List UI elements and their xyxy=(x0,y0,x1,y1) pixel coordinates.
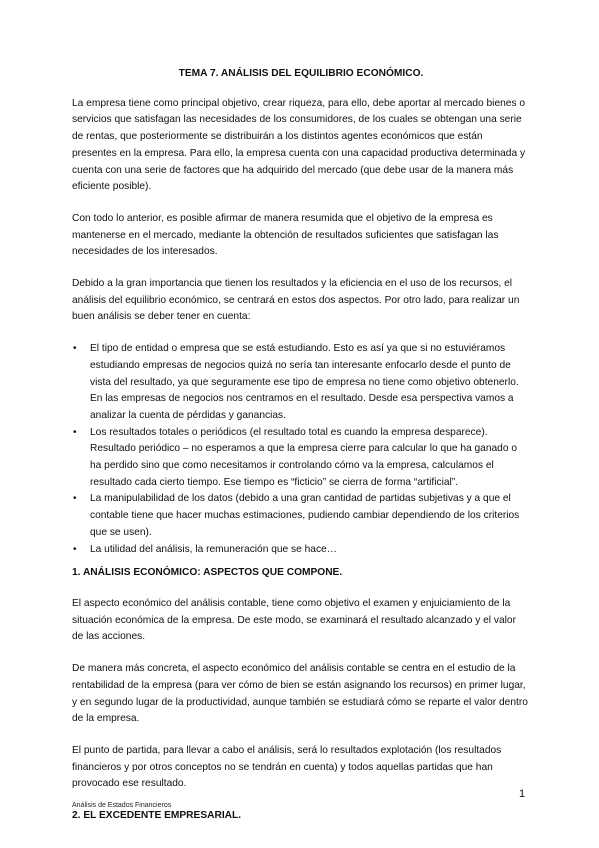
section-heading: 2. EL EXCEDENTE EMPRESARIAL. xyxy=(72,810,242,822)
bullet-icon: • xyxy=(73,493,77,505)
section-heading: 1. ANÁLISIS ECONÓMICO: ASPECTOS QUE COMPONE. xyxy=(72,567,343,579)
intro-paragraph: Debido a la gran importancia que tienen los resultados y la eficiencia en el uso de los recursos, el análisis del equilibrio económico, se centrará en estos dos aspectos. Por otro lado, para realizar un buen análisis se deber tener en cuenta: xyxy=(72,278,520,323)
page-number: 1 xyxy=(519,788,526,800)
section-paragraph: El aspecto económico del análisis contable, tiene como objetivo el examen y enjuiciamiento de la situación económica de la empresa. De este modo, se examinará el resultado alcanzado y el valor de las acciones. xyxy=(72,597,516,643)
bullet-item xyxy=(72,425,530,492)
bullet-icon: • xyxy=(73,426,77,438)
page-content xyxy=(72,66,530,839)
bullet-icon: • xyxy=(73,543,77,555)
footer-text: Análisis de Estados Financieros xyxy=(72,802,172,809)
bullet-item xyxy=(72,341,530,425)
bullet-list xyxy=(72,341,530,558)
bullet-icon: • xyxy=(73,343,77,355)
section-paragraph: El punto de partida, para llevar a cabo el análisis, será lo resultados explotación (los resultados financieros y por otros conceptos no se tendrán en cuenta) y todos aquellas partidas que han provocado ese resultado. xyxy=(72,744,502,790)
bullet-text: La manipulabilidad de los datos (debido a una gran cantidad de partidas subjetivas y a que el contable tiene que hacer muchas estimaciones, pudiendo cambiar dependiendo de los criterios que se usen). xyxy=(90,493,520,538)
section-paragraph: De manera más concreta, el aspecto económico del análisis contable se centra en el estudio de la rentabilidad de la empresa (para ver cómo de bien se están asignando los recursos) en primer lugar, y en segundo lugar de la productividad, aunque también se estudiará cómo se reparte el valor dentro de la empresa. xyxy=(72,663,528,725)
bullet-text: El tipo de entidad o empresa que se está estudiando. Esto es así ya que si no estuviéramos estudiando empresas de negocios quizá no sería tan interesante enfocarlo desde el punto de vista del resultado, ya que seguramente ese tipo de empresa no tiene como objetivo obtenerlo. En las empresas de negocios nos centramos en el resultado. Desde esa perspectiva vamos a analizar la cuenta de pérdidas y ganancias. xyxy=(90,343,519,421)
bullet-item xyxy=(72,542,530,559)
document-title: TEMA 7. ANÁLISIS DEL EQUILIBRIO ECONÓMICO. xyxy=(178,68,424,79)
bullet-item xyxy=(72,491,530,541)
intro-paragraph: Con todo lo anterior, es posible afirmar de manera resumida que el objetivo de la empresa es mantenerse en el mercado, mediante la obtención de resultados suficientes que satisfagan las necesidades de los interesados. xyxy=(72,212,499,258)
bullet-text: La utilidad del análisis, la remuneración que se hace… xyxy=(90,543,337,555)
intro-paragraph: La empresa tiene como principal objetivo, crear riqueza, para ello, debe aportar al mercado bienes o servicios que satisfagan las necesidades de los consumidores, de los cuales se obtengan una serie de rentas, que posteriormente se distribuirán a los distintos agentes económicos que están presentes en la empresa. Para ello, la empresa cuenta con una capacidad productiva determinada y cuenta con una serie de factores que ha adquirido del mercado (que debe usar de la manera más eficiente posible). xyxy=(72,97,526,193)
bullet-text: Los resultados totales o periódicos (el resultado total es cuando la empresa desparece). Resultado periódico – no esperamos a que la empresa cierre para calcular lo que ha ganado o ha perdido sino que como necesitamos ir controlando cómo va la empresa, calculamos el resultado cada cierto tiempo. Ese tiempo es “ficticio” se cierra de forma “artificial”. xyxy=(90,426,518,488)
